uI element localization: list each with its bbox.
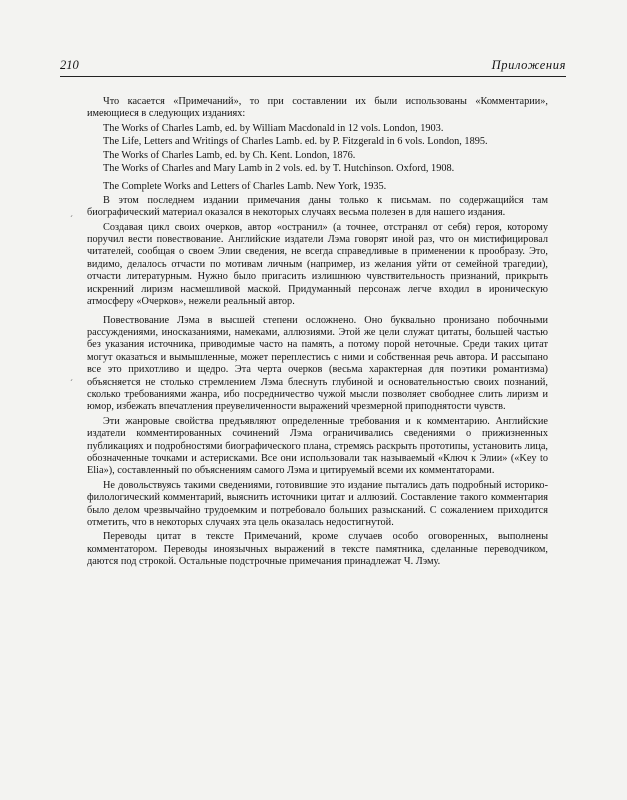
edition-entry: The Works of Charles Lamb, ed. by Ch. Kent. London, 1876. bbox=[103, 149, 356, 161]
page-number: 210 bbox=[60, 58, 79, 72]
header-rule bbox=[60, 76, 566, 77]
edition-entry: The Complete Works and Letters of Charles Lamb. New York, 1935. bbox=[103, 181, 387, 193]
margin-tick-mark: ˊ bbox=[70, 214, 73, 224]
paragraph: Переводы цитат в тексте Примечаний, кроме случаев особо оговоренных, выполнены комментатором. Переводы иноязычных выражений в тексте памятника, сделанные переводчиком, даются под строкой. Остальные подстрочные примечания принадлежат Ч. Лэму. bbox=[87, 531, 548, 568]
edition-entry: The Works of Charles Lamb, ed. by William Macdonald in 12 vols. London, 1903. bbox=[103, 122, 444, 134]
paragraph: Эти жанровые свойства предъявляют определенные требования и к комментарию. Английские издатели комментированных сочинений Лэма ограничивались сведениями о прижизненных публикациях и подробностями биографического плана, стремясь раскрыть прототипы, установить лица, обозначенные точками и астерисками. Все они использовали так называемый «Ключ к Элии» («Key to Elia»), составленный по объяснениям самого Лэма и цитируемый всеми их комментаторами. bbox=[87, 415, 548, 477]
intro-paragraph: Что касается «Примечаний», то при составлении их были использованы «Комментарии», имеющиеся в следующих изданиях: bbox=[87, 96, 548, 120]
edition-entry: The Life, Letters and Writings of Charles Lamb. ed. by P. Fitzgerald in 6 vols. London, 1895. bbox=[103, 136, 488, 148]
section-title: Приложения bbox=[491, 58, 566, 72]
paragraph: В этом последнем издании примечания даны только к письмам. по содержащийся там биографический материал оказался в некоторых случаях весьма полезен в для нашего издания. bbox=[87, 194, 548, 219]
edition-entry: The Works of Charles and Mary Lamb in 2 vols. ed. by T. Hutchinson. Oxford, 1908. bbox=[103, 163, 455, 175]
running-header bbox=[60, 58, 566, 76]
paragraph: Не довольствуясь такими сведениями, готовившие это издание пытались дать подробный историко-филологический комментарий, выяснить источники цитат и аллюзий. Составление такого комментария было делом чрезвычайно трудоемким и потребовало больших разысканий. С сожалением приходится отметить, что в некоторых случаях эта цель оказалась недостигнутой. bbox=[87, 479, 548, 528]
body-text bbox=[87, 96, 548, 571]
paragraph: Повествование Лэма в высшей степени осложнено. Оно буквально пронизано побочными рассуждениями, иносказаниями, намеками, аллюзиями. Этой же цели служат цитаты, большей частью без указания источника, приводимые часто на память, а потому порой неточные. Среди таких цитат могут оказаться и вымышленные, может переплестись с ними и собственная речь автора. И рассыпано все это прихотливо и щедро. Эта черта очерков (весьма характерная для поэтики романтизма) объясняется не столько стремлением Лэма блеснуть глубиной и основательностью своих познаний, сколько требованиями жанра, ибо посредничество чужой мысли позволяет свободнее слить лиризм и юмор, избежать впечатления преувеличенности выражений чрезмерной приподнятости чувств. bbox=[87, 314, 548, 413]
paragraph: Создавая цикл своих очерков, автор «остранил» (а точнее, отстранял от себя) героя, которому поручил вести повествование. Английские издатели Лэма говорят иной раз, что он мистифицировал читателей, сообщая о своем Элии сведения, не всегда справедливые в применении к прообразу. Это, видимо, делалось отчасти по мотивам личным (например, из желания уйти от семейной трагедии), отчасти литературным. Нужно было пригасить излишнюю чувствительность признаний, прикрыть искренний лиризм насмешливой маской. Придуманный персонаж легче входил в ироническую атмосферу «Очерков», нежели реальный автор. bbox=[87, 221, 548, 308]
margin-tick-mark: ˊ bbox=[70, 378, 73, 388]
